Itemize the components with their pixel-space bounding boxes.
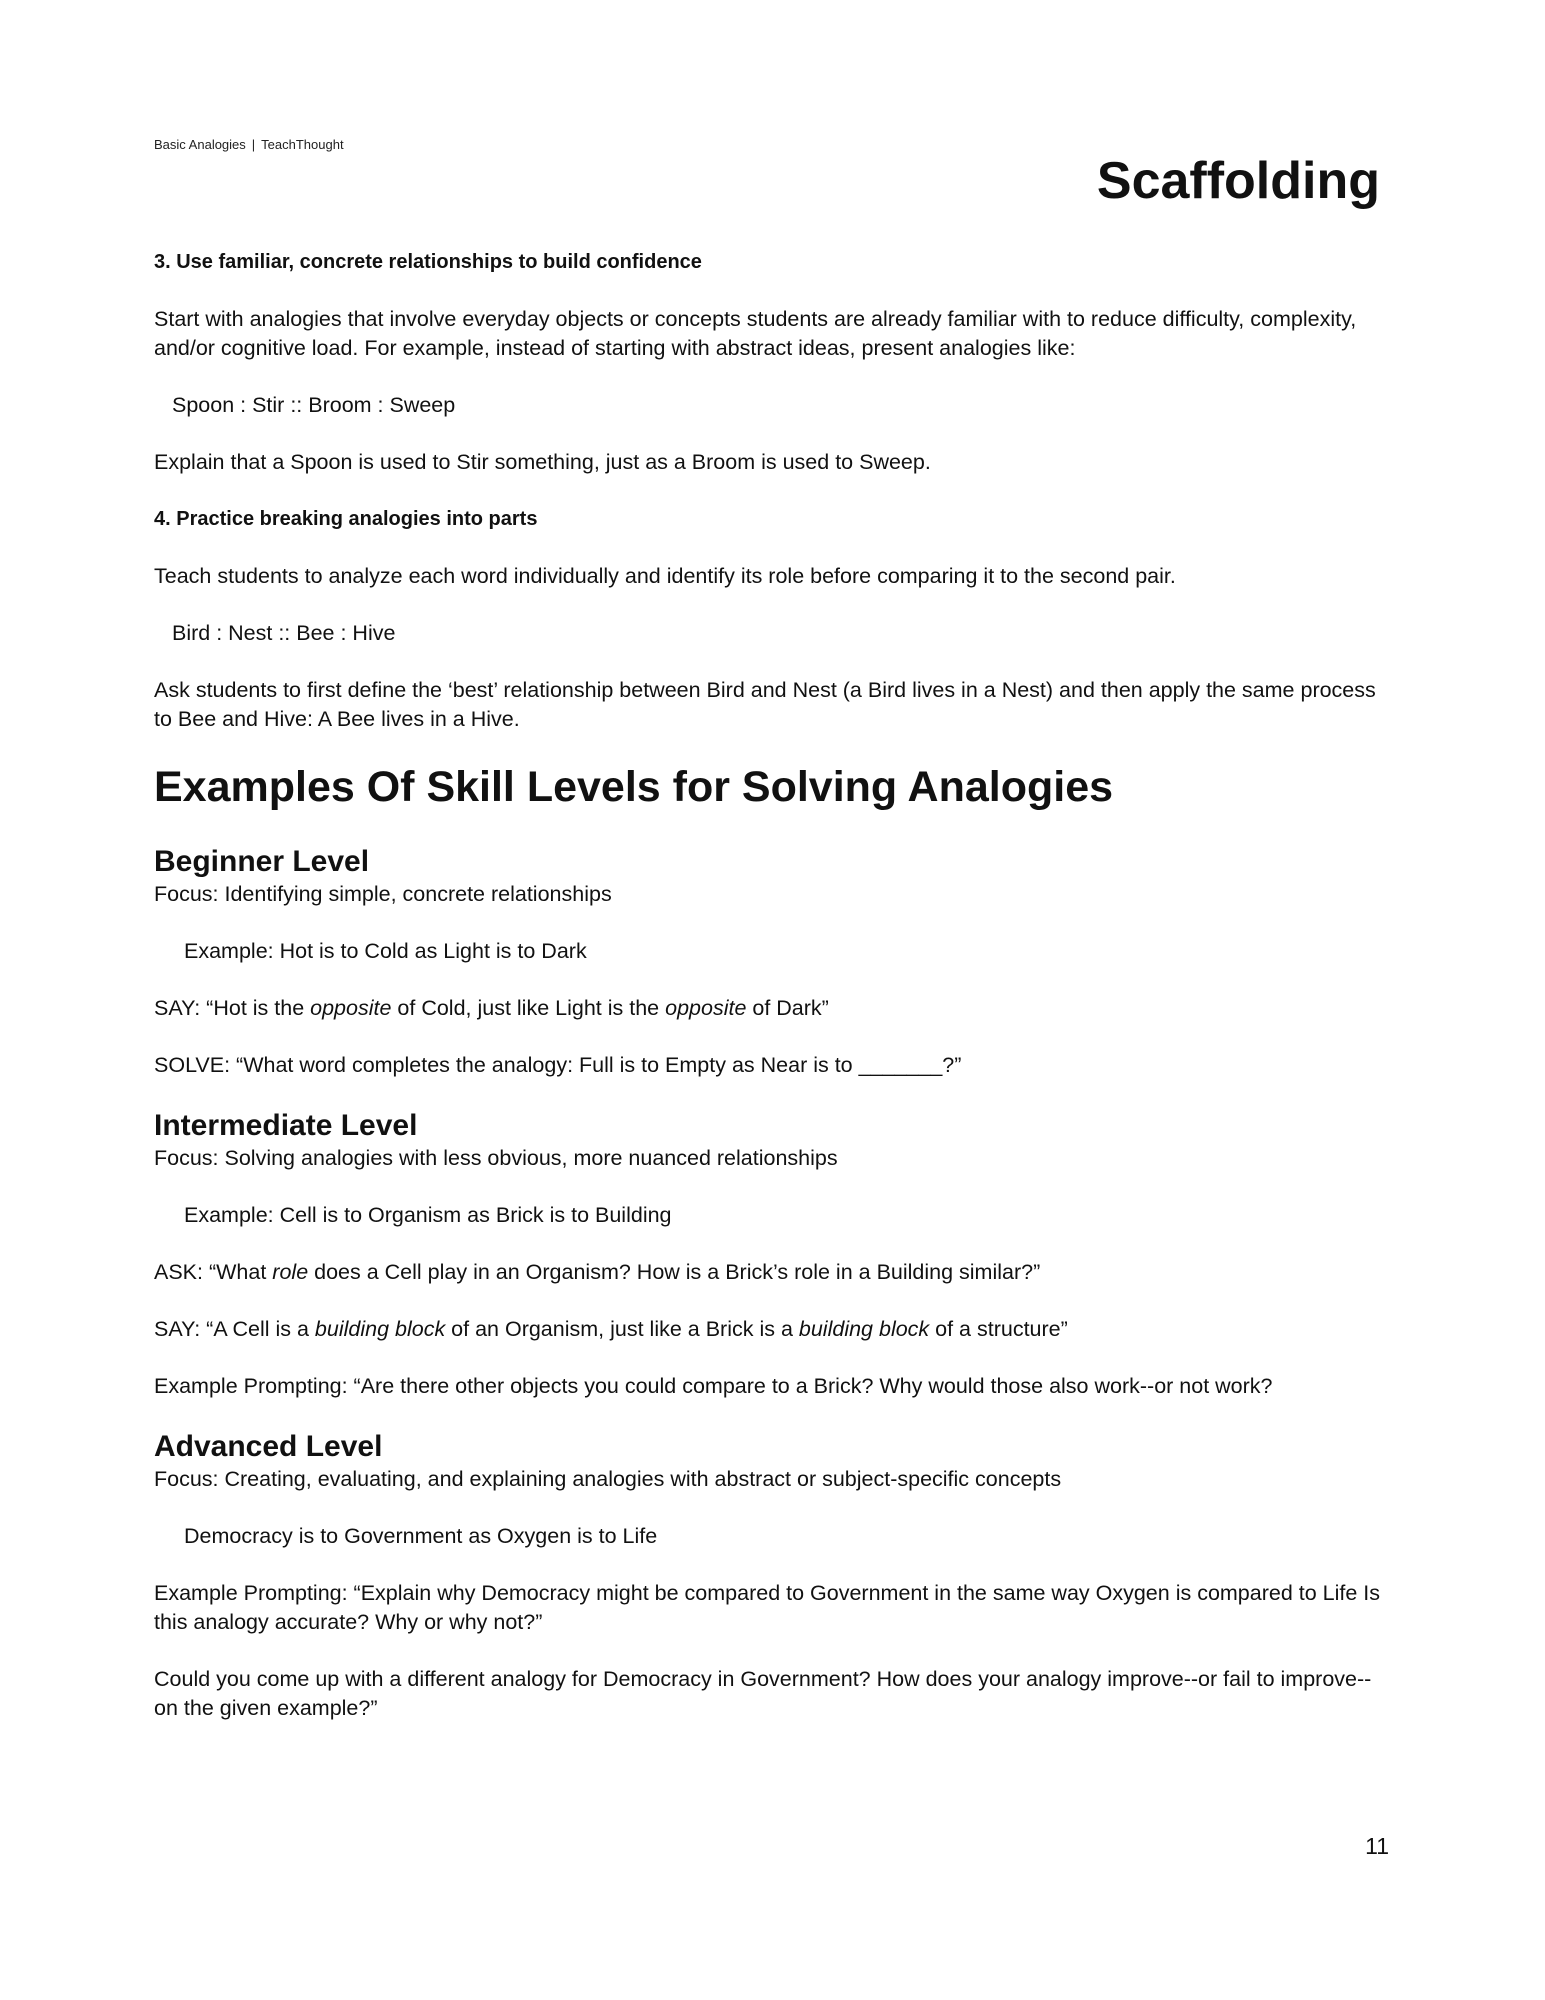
step4-analogy: Bird : Nest :: Bee : Hive <box>172 621 396 645</box>
step4-explain: Ask students to first define the ‘best’ relationship between Bird and Nest (a Bird lives in a Nest) and then apply the same process to Bee and Hive: A Bee lives in a Hive. <box>154 678 1376 731</box>
intermediate-say-suffix: of a structure” <box>929 1316 1068 1341</box>
intermediate-example: Example: Cell is to Organism as Brick is to Building <box>184 1202 672 1227</box>
step3-explain: Explain that a Spoon is used to Stir something, just as a Broom is used to Sweep. <box>154 450 931 474</box>
header-brand: TeachThought <box>261 137 344 152</box>
intermediate-heading: Intermediate Level <box>154 1108 418 1142</box>
step3-body: Start with analogies that involve everyday objects or concepts students are already familiar with to reduce difficulty, complexity, and/or cognitive load. For example, instead of starting with abstract ideas, present analogies like: <box>154 307 1357 360</box>
intermediate-say-prefix: SAY: “A Cell is a <box>154 1316 315 1341</box>
step3-analogy: Spoon : Stir :: Broom : Sweep <box>172 393 456 417</box>
beginner-say-middle: of Cold, just like Light is the <box>391 995 666 1020</box>
intermediate-ask-emphasis: role <box>272 1259 309 1284</box>
beginner-say-emphasis-2: opposite <box>665 995 747 1020</box>
step4-body: Teach students to analyze each word individually and identify its role before comparing it to the second pair. <box>154 564 1176 588</box>
advanced-heading: Advanced Level <box>154 1429 383 1463</box>
step4-heading: 4. Practice breaking analogies into parts <box>154 508 538 530</box>
page-number: 11 <box>1365 1833 1389 1859</box>
page-title: Scaffolding <box>1096 152 1380 210</box>
intermediate-say <box>154 1315 1394 1344</box>
header-doc-title: Basic Analogies <box>154 137 246 152</box>
advanced-example: Democracy is to Government as Oxygen is to Life <box>184 1523 658 1548</box>
header-separator: | <box>251 137 256 152</box>
beginner-focus: Focus: Identifying simple, concrete relationships <box>154 881 612 906</box>
step3-heading: 3. Use familiar, concrete relationships to build confidence <box>154 251 702 273</box>
intermediate-say-emphasis-2: building block <box>798 1316 930 1341</box>
beginner-say-emphasis-1: opposite <box>310 995 392 1020</box>
section-heading: Examples Of Skill Levels for Solving Analogies <box>154 763 1114 811</box>
intermediate-say-middle: of an Organism, just like a Brick is a <box>445 1316 799 1341</box>
page-content <box>154 248 1394 1751</box>
intermediate-ask <box>154 1258 1394 1287</box>
advanced-followup: Could you come up with a different analogy for Democracy in Government? How does your analogy improve--or fail to improve--on the given example?” <box>154 1666 1372 1720</box>
advanced-focus: Focus: Creating, evaluating, and explaining analogies with abstract or subject-specific concepts <box>154 1466 1062 1491</box>
beginner-heading: Beginner Level <box>154 844 370 878</box>
intermediate-ask-prefix: ASK: “What <box>154 1259 273 1284</box>
intermediate-focus: Focus: Solving analogies with less obvious, more nuanced relationships <box>154 1145 838 1170</box>
beginner-solve: SOLVE: “What word completes the analogy: Full is to Empty as Near is to _______?” <box>154 1052 962 1077</box>
beginner-example: Example: Hot is to Cold as Light is to Dark <box>184 938 587 963</box>
intermediate-say-emphasis-1: building block <box>314 1316 446 1341</box>
running-header <box>154 137 344 152</box>
advanced-prompting: Example Prompting: “Explain why Democracy might be compared to Government in the same way Oxygen is compared to Life Is this analogy accurate? Why or why not?” <box>154 1580 1381 1634</box>
intermediate-ask-suffix: does a Cell play in an Organism? How is a Brick’s role in a Building similar?” <box>308 1259 1041 1284</box>
intermediate-prompting: Example Prompting: “Are there other objects you could compare to a Brick? Why would those also work--or not work? <box>154 1373 1273 1398</box>
beginner-say <box>154 994 1394 1023</box>
beginner-say-suffix: of Dark” <box>746 995 829 1020</box>
beginner-say-prefix: SAY: “Hot is the <box>154 995 311 1020</box>
